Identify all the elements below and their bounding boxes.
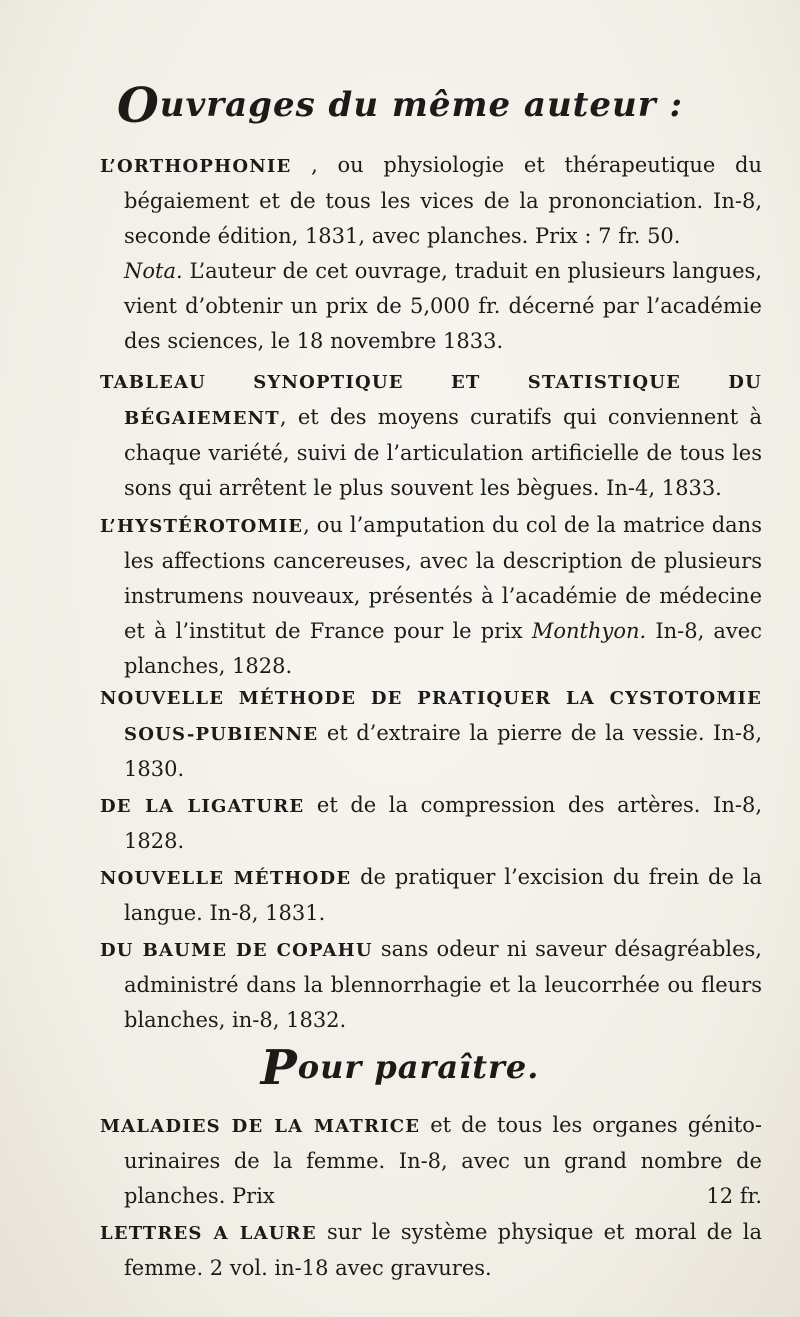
work-entry-copahu [100,932,762,1038]
work-entry-orthophonie [100,148,762,359]
work-title: DE LA LIGATURE [100,796,305,817]
nota-text: L’auteur de cet ouvrage, traduit en plusieurs langues, vient d’obtenir un prix de 5,000 fr. décerné par l’académie des sciences, le 18 novembre 1833. [124,259,762,353]
work-entry-frein [100,860,762,931]
work-title: NOUVELLE MÉTHODE [100,868,352,889]
work-entry-cystotomie [100,680,762,787]
work-description: et de la compression des artères. In-8, 1828. [124,793,762,853]
section-heading-forthcoming [0,1040,800,1096]
work-title: LETTRES A LAURE [100,1223,317,1244]
nota-note [124,254,762,359]
work-description: sur le système physique et moral de la femme. 2 vol. in-18 avec gravures. [124,1220,762,1280]
work-entry-lettres [100,1215,762,1286]
heading-initial: O [116,78,160,134]
work-description: , et des moyens curatifs qui conviennent à chaque variété, suivi de l’articulation artificielle de tous les sons qui arrêtent le plus souvent les bègues. In-4, 1833. [124,405,762,500]
work-description: de pratiquer l’excision du frein de la langue. In-8, 1831. [124,865,762,925]
work-entry-maladies [100,1108,762,1214]
work-title: TABLEAU SYNOPTIQUE ET STATISTIQUE DU BÉGAIEMENT [100,372,762,429]
heading-text: uvrages du même auteur : [159,85,684,125]
work-italic: Monthyon. [531,619,647,643]
section-heading-works [0,78,800,134]
work-title: NOUVELLE MÉTHODE DE PRATIQUER LA CYSTOTOMIE SOUS-PUBIENNE [100,688,762,745]
work-entry-tableau [100,364,762,506]
heading-text: our paraître. [297,1048,540,1086]
work-title: DU BAUME DE COPAHU [100,940,373,961]
work-entry-ligature [100,788,762,859]
work-price: 12 fr. [706,1184,762,1208]
work-description: , ou physiologie et thérapeutique du bégaiement et de tous les vices de la prononciation. In-8, seconde édition, 1831, avec planches. Prix : 7 fr. 50. [124,153,762,248]
work-entry-hysterotomie [100,508,762,684]
work-description: sans odeur ni saveur désagréables, administré dans la blennorrhagie et la leucorrhée ou fleurs blanches, in-8, 1832. [124,937,762,1032]
work-description: et de tous les organes génito-urinaires de la femme. In-8, avec un grand nombre de planches. Prix [124,1113,762,1208]
work-title: MALADIES DE LA MATRICE [100,1116,421,1137]
nota-label: Nota. [124,259,183,283]
work-description-tail: In-8, avec planches, 1828. [124,619,762,678]
work-description: et d’extraire la pierre de la vessie. In-8, 1830. [124,721,762,781]
work-title: L’HYSTÉROTOMIE [100,516,304,537]
work-description: , ou l’amputation du col de la matrice dans les affections cancereuses, avec la description de plusieurs instrumens nouveaux, présentés à l’académie de médecine et à l’institut de France pour le prix [124,513,762,643]
heading-initial: P [260,1040,298,1096]
work-title: L’ORTHOPHONIE [100,156,292,177]
